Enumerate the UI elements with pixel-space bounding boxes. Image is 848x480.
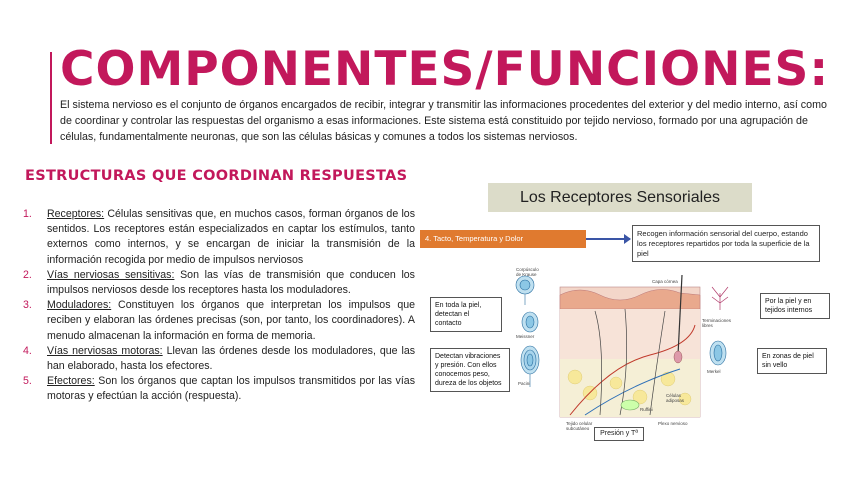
intro-paragraph: El sistema nervioso es el conjunto de órganos encargados de recibir, integrar y transmitir las informaciones procedentes del exterior y del medio interno, así como de coordinar y controlar las respuestas del organismo a esas informaciones. Este sistema está constituido por tejido nervioso, formado por una agrupación de células, fundamentalmente neuronas, que son las células básicas y comunes a todos los sistemas nerviosos. <box>60 99 827 143</box>
list-text: Son las vías de transmisión que conducen los impulsos nerviosos desde los receptores hasta los moduladores. <box>47 268 415 297</box>
list-text: Células sensitivas que, en muchos casos, forman órganos de los sentidos. Los receptores están especializados en captar los estímulos, tanto externos como internos, y se encargan de iniciar la transmisión de la información recogida por medio de impulsos nerviosos <box>47 208 415 266</box>
svg-text:Células: Células <box>666 393 682 398</box>
callout-contact: En toda la piel, detectan el contacto <box>430 297 502 332</box>
figure-title: Los Receptores Sensoriales <box>488 183 752 212</box>
svg-text:adiposas: adiposas <box>666 398 685 403</box>
list-term: Moduladores: <box>47 299 112 312</box>
list-item <box>23 298 415 344</box>
list-number: 4. <box>23 344 32 357</box>
list-number: 3. <box>23 299 32 312</box>
list-number: 1. <box>23 208 32 220</box>
svg-text:Tejido celular: Tejido celular <box>566 421 593 426</box>
callout-internal-tissues: Por la piel y en tejidos internos <box>760 293 830 319</box>
figure-description: Recogen información sensorial del cuerpo, estando los receptores repartidos por toda la superficie de la piel <box>632 225 820 262</box>
svg-text:Plexo nervioso: Plexo nervioso <box>658 421 688 426</box>
section-subtitle: ESTRUCTURAS QUE COORDINAN RESPUESTAS <box>25 168 408 184</box>
list-item <box>23 374 415 404</box>
list-term: Vías nerviosas sensitivas: <box>47 268 175 281</box>
list-text: Llevan las órdenes desde los moduladores, que las han elaborado, hasta los efectores. <box>47 344 416 373</box>
svg-text:Ruffini: Ruffini <box>640 407 653 412</box>
list-number: 2. <box>23 268 32 281</box>
svg-text:Merkel: Merkel <box>707 369 721 374</box>
svg-text:Corpúsculo: Corpúsculo <box>516 267 539 272</box>
ruffini-organ <box>621 400 639 410</box>
list-item <box>23 268 415 298</box>
list-term: Vías nerviosas motoras: <box>47 344 163 357</box>
list-text: Constituyen los órganos que interpretan los impulsos que reciben y elaboran las órdenes precisas (son, por tanto, los coordinadores). A menudo almacenan la información en forma de memoria. <box>47 299 415 342</box>
hair-bulb <box>674 351 682 363</box>
merkel-receptor <box>710 341 726 365</box>
figure-tag: 4. Tacto, Temperatura y Dolor <box>420 230 586 248</box>
free-nerve-endings-receptor <box>712 287 728 310</box>
krause-receptor <box>516 276 534 305</box>
meissner-receptor <box>522 312 538 332</box>
callout-pressure-temperature: Presión y Tª <box>594 427 644 441</box>
callout-hairless-skin: En zonas de piel sin vello <box>757 348 827 374</box>
callout-vibration: Detectan vibraciones y presión. Con ellos conocemos peso, dureza de los objetos <box>430 348 510 392</box>
list-number: 5. <box>23 375 32 388</box>
arrow-right-icon <box>624 234 631 244</box>
label-capa-cornea: Capa córnea <box>652 279 678 284</box>
svg-text:subcutáneo: subcutáneo <box>566 426 590 431</box>
list-text: Son los órganos que captan los impulsos transmitidos por las vías motoras y efectúan la acción (respuesta). <box>47 375 415 403</box>
title-accent-bar <box>50 52 52 144</box>
page-title: COMPONENTES/FUNCIONES: <box>60 42 830 97</box>
svg-text:libres: libres <box>702 323 713 328</box>
list-term: Efectores: <box>47 375 95 388</box>
list-item <box>23 344 415 374</box>
structures-list <box>23 207 415 405</box>
svg-text:de Krause: de Krause <box>516 272 537 277</box>
svg-text:Meissner: Meissner <box>516 334 535 339</box>
svg-text:Terminaciones: Terminaciones <box>702 318 732 323</box>
list-term: Receptores: <box>47 208 105 220</box>
list-item <box>23 207 415 268</box>
svg-text:Pacini: Pacini <box>518 381 531 386</box>
